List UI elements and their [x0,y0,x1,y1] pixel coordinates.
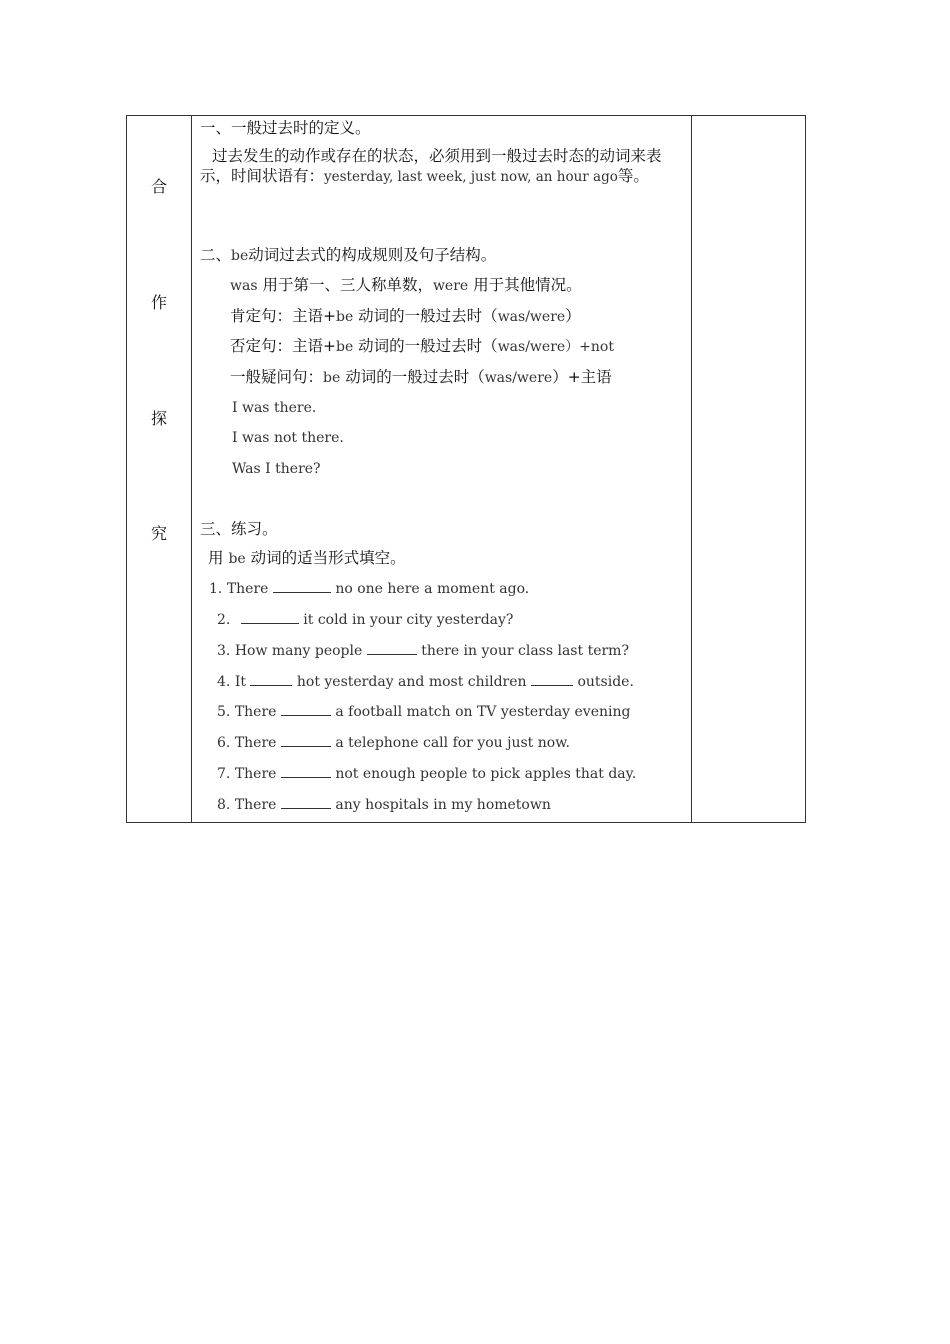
column-divider [691,116,692,822]
side-label-tan: 探 [150,409,167,428]
rule-negative: 否定句：主语+be 动词的一般过去时（was/were）+not [230,337,614,355]
answer-blank[interactable] [281,794,331,809]
exercise-item-5: 5. There a football match on TV yesterday evening [217,701,630,722]
example-sentence: I was not there. [232,430,344,446]
side-label-he: 合 [150,177,167,196]
section3-instruction: 用 be 动词的适当形式填空。 [208,549,406,567]
side-label-zuo: 作 [150,293,167,312]
section1-paragraph [200,146,688,187]
example-sentence: I was there. [232,400,317,416]
column-divider [191,116,192,822]
exercise-item-6: 6. There a telephone call for you just now. [217,732,570,753]
answer-blank[interactable] [367,640,417,655]
section2-heading: 二、be动词过去式的构成规则及句子结构。 [200,246,497,264]
exercise-item-2: 2. it cold in your city yesterday? [217,609,513,630]
answer-blank[interactable] [281,732,331,747]
section1-heading: 一、一般过去时的定义。 [200,119,371,137]
exercise-item-3: 3. How many people there in your class last term? [217,640,629,661]
section1-para-end: 等。 [617,167,649,185]
answer-blank[interactable] [531,671,573,686]
exercise-item-4: 4. It hot yesterday and most children outside. [217,671,634,692]
section1-para-en: yesterday, last week, just now, an hour ago [324,169,618,185]
rule-was-were: was 用于第一、三人称单数，were 用于其他情况。 [230,276,582,294]
exercise-item-1: 1. There no one here a moment ago. [209,578,529,599]
rule-affirmative: 肯定句：主语+be 动词的一般过去时（was/were） [230,307,581,325]
answer-blank[interactable] [281,701,331,716]
rule-question: 一般疑问句：be 动词的一般过去时（was/were）+主语 [230,368,612,386]
side-label-jiu: 究 [150,524,167,543]
exercise-item-7: 7. There not enough people to pick apples that day. [217,763,636,784]
answer-blank[interactable] [250,671,292,686]
section1-para-cn: 过去发生的动作或存在的状态，必须用到一般过去时态的动词来表示，时间状语有： [200,147,662,185]
section3-heading: 三、练习。 [200,520,278,538]
answer-blank[interactable] [281,763,331,778]
example-sentence: Was I there? [232,461,321,477]
answer-blank[interactable] [273,578,331,593]
answer-blank[interactable] [241,609,299,624]
lesson-table [126,115,806,823]
exercise-item-8: 8. There any hospitals in my hometown [217,794,551,815]
